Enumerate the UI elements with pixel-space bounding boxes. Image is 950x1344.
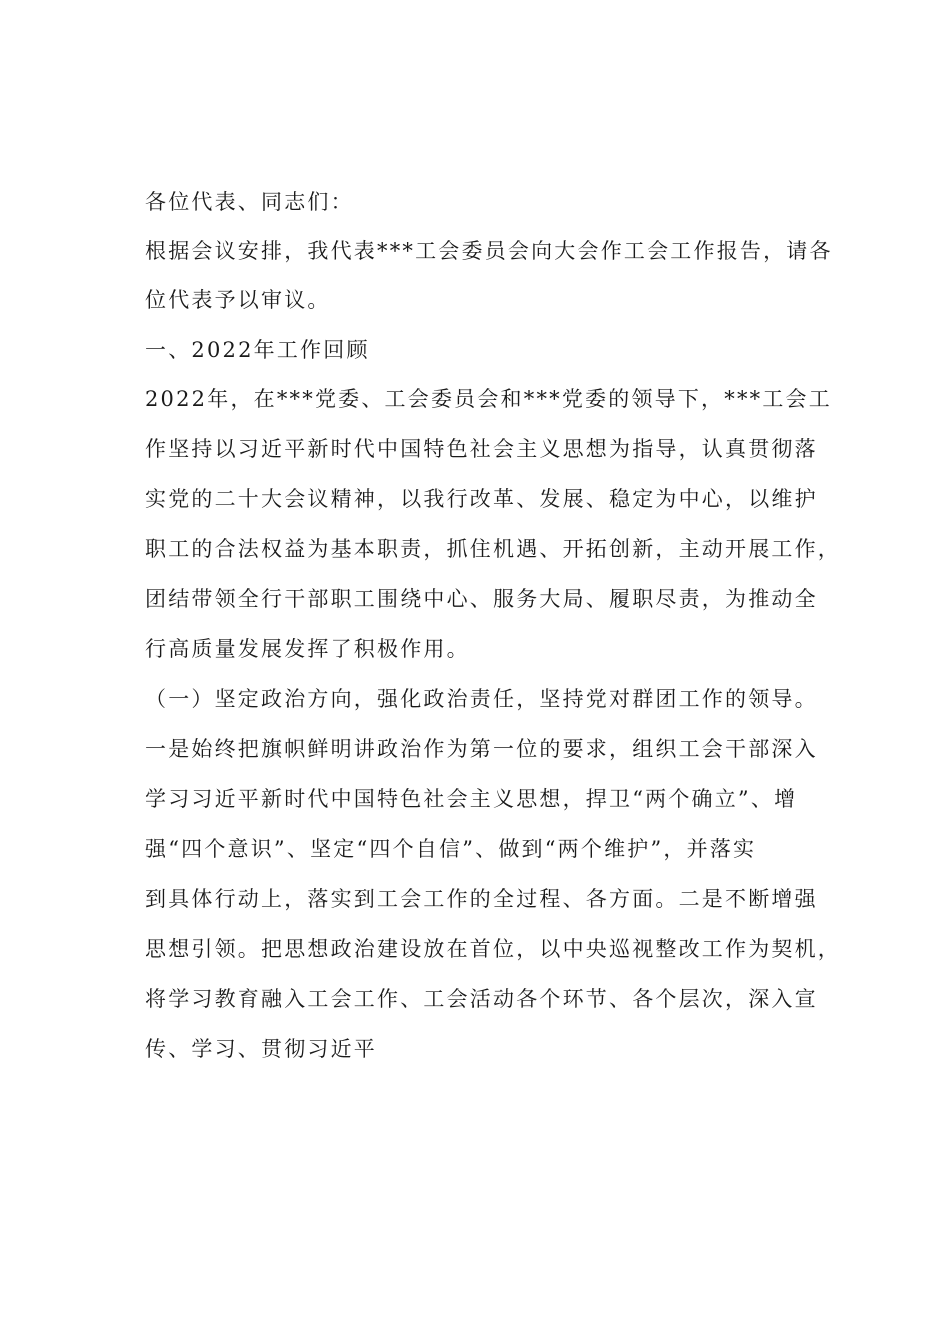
body-line: 传、学习、贯彻习近平 <box>145 1037 377 1061</box>
body-line: 将学习教育融入工会工作、工会活动各个环节、各个层次，深入宣 <box>145 987 818 1011</box>
body-line: 根据会议安排，我代表***工会委员会向大会作工会工作报告，请各 <box>145 239 833 263</box>
body-line: 思想引领。把思想政治建设放在首位，以中央巡视整改工作为契机， <box>145 937 841 961</box>
document-title <box>0 132 950 172</box>
subsection-heading: （一）坚定政治方向，强化政治责任，坚持党对群团工作的领导。 <box>145 687 818 711</box>
body-line: 到具体行动上，落实到工会工作的全过程、各方面。二是不断增强 <box>145 887 818 911</box>
body-line: 一是始终把旗帜鲜明讲政治作为第一位的要求，组织工会干部深入 <box>145 737 818 761</box>
body-line: 强“四个意识”、坚定“四个自信”、做到“两个维护”，并落实 <box>145 837 757 861</box>
body-line: 职工的合法权益为基本职责，抓住机遇、开拓创新，主动开展工作， <box>145 537 841 561</box>
body-line: 2022年，在***党委、工会委员会和***党委的领导下，***工会工 <box>145 387 832 411</box>
salutation-line: 各位代表、同志们： <box>145 190 354 214</box>
body-line: 团结带领全行干部职工围绕中心、服务大局、履职尽责，为推动全 <box>145 587 818 611</box>
body-line: 行高质量发展发挥了积极作用。 <box>145 637 470 661</box>
body-line: 实党的二十大会议精神，以我行改革、发展、稳定为中心，以维护 <box>145 487 818 511</box>
section-heading: 一、2022年工作回顾 <box>145 338 370 362</box>
body-line: 作坚持以习近平新时代中国特色社会主义思想为指导，认真贯彻落 <box>145 437 818 461</box>
body-line: 位代表予以审议。 <box>145 288 331 312</box>
body-line: 学习习近平新时代中国特色社会主义思想，捍卫“两个确立”、增 <box>145 787 798 811</box>
